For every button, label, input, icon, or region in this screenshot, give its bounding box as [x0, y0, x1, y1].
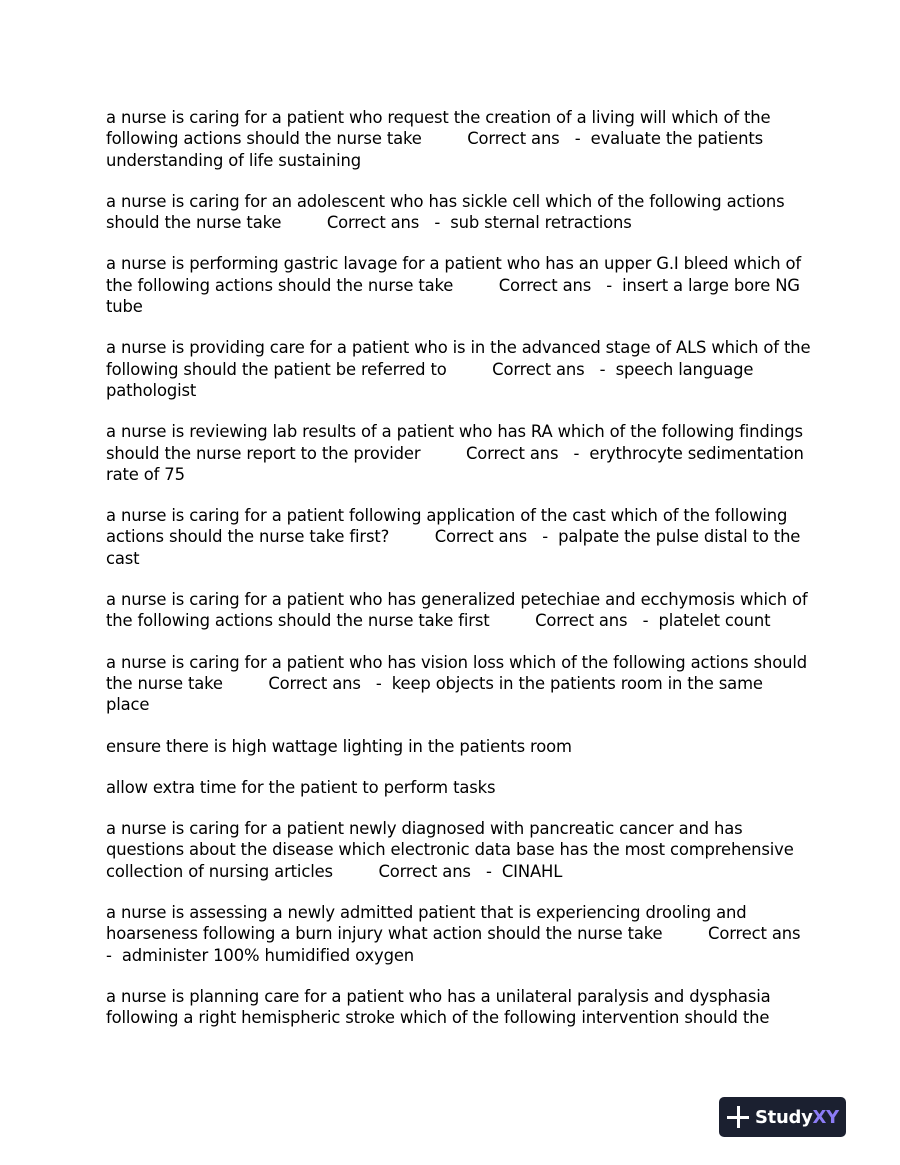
- entry-line: following should the patient be referred to Correct ans - speech language: [106, 359, 754, 379]
- qa-entry: [106, 505, 801, 569]
- entry-line: a nurse is planning care for a patient who has a unilateral paralysis and dysphasia: [106, 986, 771, 1006]
- document-body: [106, 107, 811, 1049]
- entry-line: a nurse is caring for a patient following application of the cast which of the following: [106, 506, 788, 526]
- entry-line: rate of 75: [106, 464, 185, 484]
- qa-entry: [106, 902, 801, 966]
- entry-line: following a right hemispheric stroke which of the following intervention should the: [106, 1008, 770, 1028]
- entry-line: a nurse is caring for a patient newly diagnosed with pancreatic cancer and has: [106, 819, 743, 839]
- logo-text-accent: XY: [812, 1106, 839, 1128]
- qa-entry: [106, 191, 796, 234]
- logo-text-main: Study: [755, 1106, 813, 1128]
- qa-entry: [106, 253, 802, 317]
- entry-line: a nurse is providing care for a patient who is in the advanced stage of ALS which of the: [106, 338, 811, 358]
- entry-line: - administer 100% humidified oxygen: [106, 945, 414, 965]
- entry-line: tube: [106, 297, 143, 317]
- entry-line: collection of nursing articles Correct ans - CINAHL: [106, 861, 563, 881]
- qa-entry: [106, 652, 807, 716]
- entry-line: following actions should the nurse take Correct ans - evaluate the patients: [106, 129, 764, 149]
- entry-line: a nurse is caring for a patient who has generalized petechiae and ecchymosis which of: [106, 590, 808, 610]
- entry-line: the following actions should the nurse take first Correct ans - platelet count: [106, 611, 771, 631]
- entry-line: a nurse is reviewing lab results of a patient who has RA which of the following findings: [106, 422, 803, 442]
- entry-line: a nurse is performing gastric lavage for a patient who has an upper G.I bleed which of: [106, 254, 802, 274]
- qa-entry: [106, 986, 796, 1029]
- qa-entry: [106, 589, 808, 632]
- entry-line: a nurse is caring for a patient who has vision loss which of the following actions should: [106, 652, 807, 672]
- entry-line: should the nurse take Correct ans - sub sternal retractions: [106, 213, 632, 233]
- studyxy-logo-text: [755, 1107, 839, 1128]
- entry-line: questions about the disease which electronic data base has the most comprehensive: [106, 840, 794, 860]
- entry-line: cast: [106, 548, 140, 568]
- qa-entry: [106, 337, 811, 401]
- entry-line: actions should the nurse take first? Correct ans - palpate the pulse distal to the: [106, 527, 801, 547]
- qa-entry: [106, 777, 796, 798]
- entry-line: the following actions should the nurse take Correct ans - insert a large bore NG: [106, 275, 800, 295]
- qa-entry: [106, 421, 804, 485]
- qa-entry: [106, 736, 796, 757]
- entry-line: a nurse is caring for a patient who request the creation of a living will which of the: [106, 108, 771, 127]
- entry-line: a nurse is caring for an adolescent who has sickle cell which of the following actions: [106, 191, 785, 211]
- entry-line: a nurse is assessing a newly admitted patient that is experiencing drooling and: [106, 903, 747, 923]
- qa-entry: [106, 818, 796, 882]
- entry-line: should the nurse report to the provider Correct ans - erythrocyte sedimentation: [106, 443, 804, 463]
- entry-line: pathologist: [106, 380, 197, 400]
- entry-line: hoarseness following a burn injury what action should the nurse take Correct ans: [106, 924, 801, 944]
- entry-line: ensure there is high wattage lighting in the patients room: [106, 736, 572, 756]
- entry-line: allow extra time for the patient to perform tasks: [106, 777, 496, 797]
- entry-line: place: [106, 695, 150, 715]
- qa-entry: [106, 107, 796, 171]
- studyxy-logo-badge[interactable]: [719, 1097, 846, 1137]
- plus-icon: [727, 1106, 749, 1128]
- entry-line: the nurse take Correct ans - keep objects in the patients room in the same: [106, 673, 763, 693]
- entry-line: understanding of life sustaining: [106, 150, 361, 170]
